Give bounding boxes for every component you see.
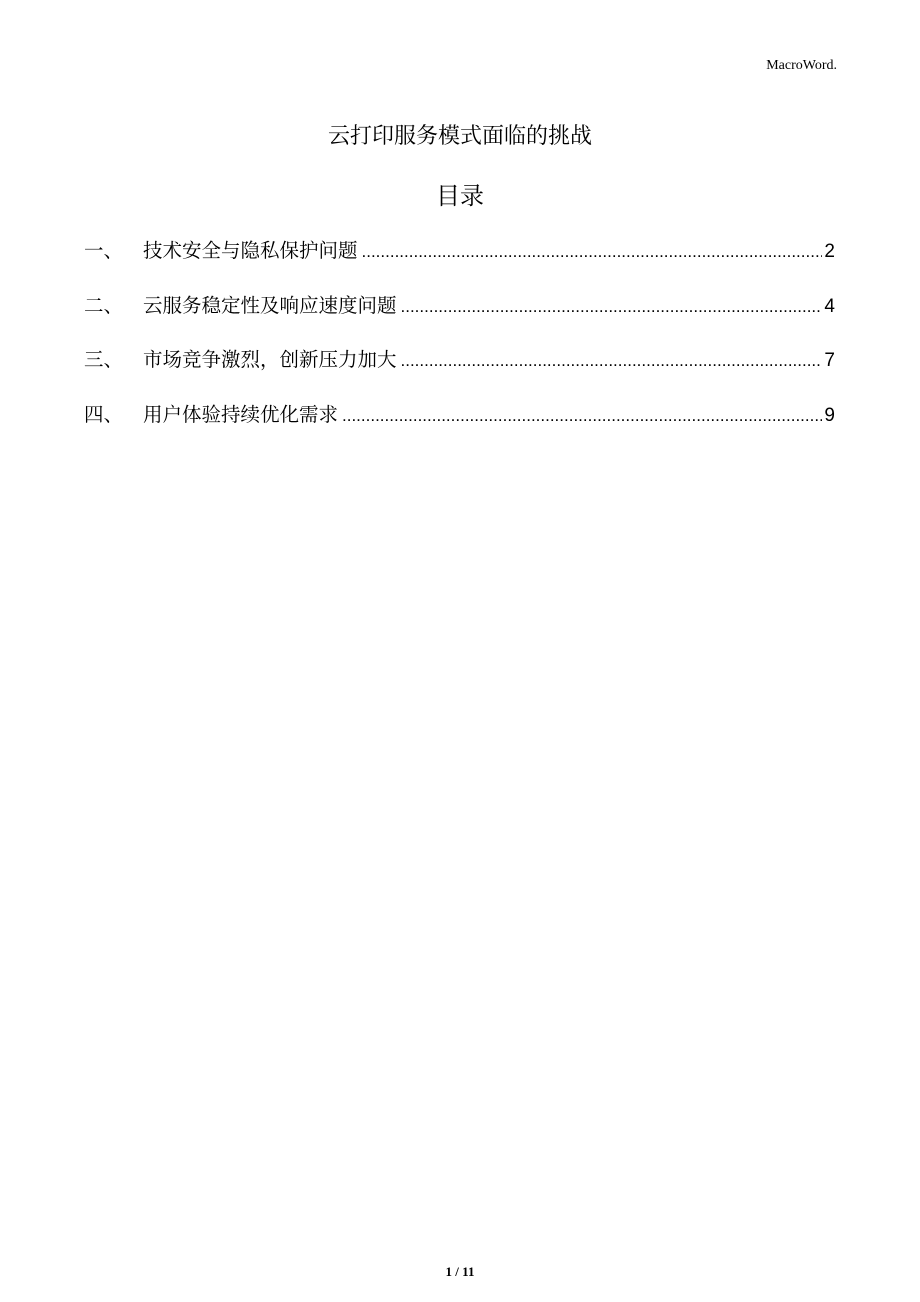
toc-entry[interactable] <box>84 235 835 290</box>
toc-entry-title[interactable]: 云服务稳定性及响应速度问题 <box>143 293 397 317</box>
toc-entry-title[interactable]: 市场竞争激烈，创新压力加大 <box>143 348 397 371</box>
toc-dot-leader <box>342 400 822 432</box>
header-brand: MacroWord. <box>766 58 837 73</box>
table-of-contents <box>84 235 835 453</box>
toc-entry[interactable] <box>84 290 835 345</box>
toc-entry-page[interactable]: 7 <box>824 350 835 371</box>
toc-entry-number: 三、 <box>84 348 124 371</box>
toc-heading: 目录 <box>436 182 484 210</box>
toc-entry-number: 四、 <box>84 402 124 426</box>
toc-dot-leader <box>401 345 823 377</box>
toc-entry[interactable] <box>84 399 835 454</box>
toc-entry-page[interactable]: 2 <box>824 241 835 262</box>
document-title: 云打印服务模式面临的挑战 <box>327 124 592 149</box>
toc-entry-title[interactable]: 技术安全与隐私保护问题 <box>143 239 358 262</box>
page-number-footer: 1 / 11 <box>445 1264 475 1279</box>
toc-entry-title[interactable]: 用户体验持续优化需求 <box>143 402 339 426</box>
toc-entry[interactable] <box>84 344 835 399</box>
toc-entry-page[interactable]: 9 <box>824 404 835 426</box>
toc-dot-leader <box>401 291 823 323</box>
toc-entry-number: 二、 <box>84 293 124 317</box>
toc-entry-number: 一、 <box>84 239 124 262</box>
toc-dot-leader <box>362 236 823 268</box>
toc-entry-page[interactable]: 4 <box>824 295 835 317</box>
